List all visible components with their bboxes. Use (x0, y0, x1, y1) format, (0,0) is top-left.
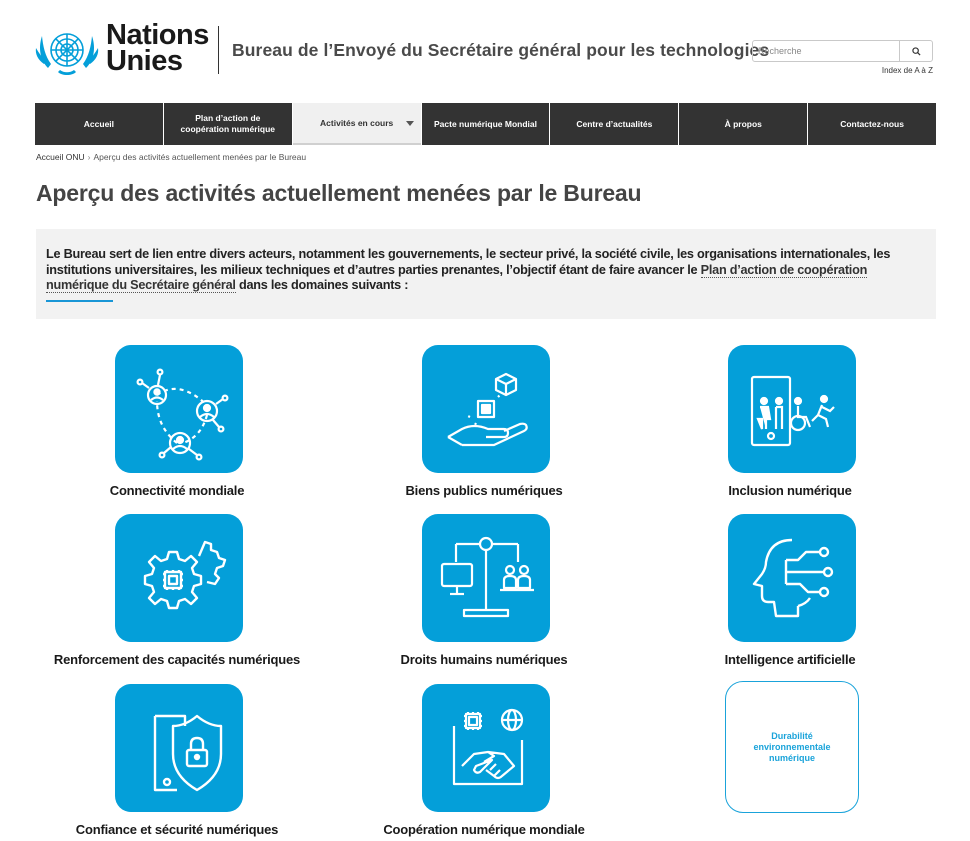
trust-security-icon (115, 684, 243, 812)
az-index-link[interactable]: Index de A à Z (881, 66, 933, 75)
search-icon (912, 47, 921, 56)
intro-box (36, 229, 936, 319)
nav-label: Plan d’action de coopération numérique (180, 113, 276, 134)
tile-connectivity[interactable] (57, 345, 297, 505)
site-header (0, 0, 970, 100)
search-input[interactable] (753, 41, 899, 61)
tile-label: Inclusion numérique (728, 483, 852, 498)
action-plan-link[interactable]: Plan d’action de coopération numérique du Secrétaire général (46, 262, 868, 292)
un-wordmark[interactable] (106, 19, 209, 77)
breadcrumb-home[interactable]: Accueil ONU (36, 152, 85, 162)
tile-digital-inclusion[interactable] (670, 345, 910, 505)
nav-label: Contactez-nous (840, 118, 904, 129)
tile-capacity-building[interactable] (53, 514, 301, 674)
nav-item-actualites[interactable] (550, 103, 678, 145)
tile-label: Intelligence artificielle (724, 652, 856, 667)
search-box (752, 40, 933, 62)
global-cooperation-icon (422, 684, 550, 812)
nav-item-activites[interactable] (293, 103, 421, 145)
tile-label: Connectivité mondiale (109, 483, 245, 498)
intro-text (46, 247, 926, 294)
breadcrumb-current: Aperçu des activités actuellement menées par le Bureau (93, 152, 307, 162)
nav-label: Pacte numérique Mondial (434, 118, 537, 129)
search-button[interactable] (899, 41, 932, 61)
intro-text-after: dans les domaines suivants : (235, 278, 409, 292)
breadcrumb (36, 152, 306, 162)
nav-item-pacte[interactable] (422, 103, 550, 145)
nav-label: Accueil (83, 118, 115, 129)
caret-down-icon (406, 121, 414, 126)
wordmark-line1: Nations (106, 19, 209, 51)
digital-public-goods-icon (422, 345, 550, 473)
nav-item-accueil[interactable] (35, 103, 163, 145)
tile-label: Coopération numérique mondiale (383, 822, 585, 837)
tile-artificial-intelligence[interactable] (670, 514, 910, 674)
human-rights-icon (422, 514, 550, 642)
connectivity-icon (115, 345, 243, 473)
page-title: Aperçu des activités actuellement menées par le Bureau (36, 180, 642, 206)
artificial-intelligence-icon (728, 514, 856, 642)
nav-label: Activités en cours (320, 117, 394, 128)
nav-label: À propos (724, 118, 762, 129)
nav-item-plan-action[interactable] (164, 103, 292, 145)
tile-digital-public-goods[interactable] (364, 345, 604, 505)
site-title[interactable]: Bureau de l’Envoyé du Secrétaire général pour les technologies (232, 40, 770, 60)
tile-label: Renforcement des capacités numériques (53, 652, 301, 667)
un-emblem-icon[interactable] (34, 24, 100, 80)
environmental-sustainability-icon (725, 681, 859, 813)
tile-human-rights[interactable] (364, 514, 604, 674)
wordmark-line2: Unies (106, 45, 183, 77)
tile-global-cooperation[interactable] (364, 684, 604, 841)
intro-text-before: Le Bureau sert de lien entre divers acteurs, notamment les gouvernements, le secteur privé, la société civile, les organisations internationales, les institutions universitaires, les milieux techniques et d’autres parties prenantes, l’objectif étant de faire avancer le (46, 247, 891, 277)
intro-accent-bar (46, 300, 113, 302)
tile-environmental-sustainability[interactable] (668, 681, 908, 841)
tile-trust-security[interactable] (57, 684, 297, 841)
digital-inclusion-icon (728, 345, 856, 473)
breadcrumb-separator: › (87, 152, 91, 162)
header-divider (218, 26, 219, 74)
capacity-building-icon (115, 514, 243, 642)
nav-item-a-propos[interactable] (679, 103, 807, 145)
main-nav (35, 103, 936, 145)
tile-label: Droits humains numériques (400, 652, 568, 667)
nav-item-contact[interactable] (808, 103, 936, 145)
tile-label: Biens publics numériques (405, 483, 563, 498)
nav-label: Centre d’actualités (576, 118, 653, 129)
tile-label: Confiance et sécurité numériques (75, 822, 279, 837)
tile-label: Durabilité environnementale numérique (753, 730, 831, 763)
